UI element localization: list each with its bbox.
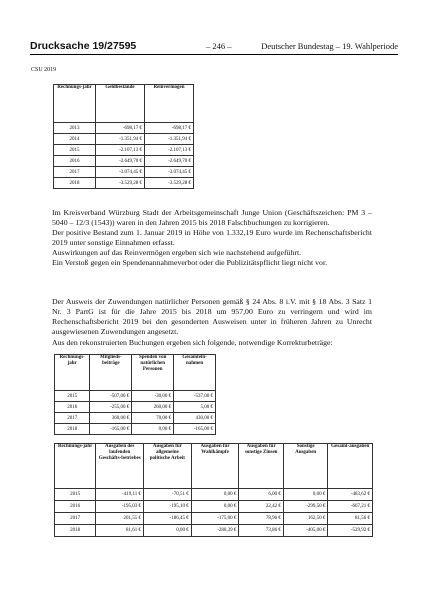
- value-cell: 430,00 €: [174, 413, 216, 424]
- page-header: [30, 40, 398, 54]
- value-cell: 78,96 €: [239, 513, 284, 525]
- value-cell: 0,00 €: [144, 525, 192, 537]
- value-cell: -698,17 €: [96, 123, 145, 134]
- value-cell: -186,45 €: [144, 513, 192, 525]
- value-cell: 260,00 €: [132, 402, 174, 413]
- year-cell: 2017: [54, 167, 96, 178]
- column-header: Ausgaben für sonstige Zinsen: [239, 444, 284, 489]
- column-header: Rechnungs-jahr: [54, 85, 96, 123]
- value-cell: -299,50 €: [283, 501, 328, 513]
- expense-corrections-table: [54, 443, 373, 537]
- table-row: [55, 513, 373, 525]
- value-cell: 0,00 €: [191, 501, 239, 513]
- table-header-row: [54, 85, 194, 123]
- paragraph-correction: [52, 208, 372, 268]
- value-cell: -3.074,45 €: [96, 167, 145, 178]
- paragraph-donations: [52, 297, 372, 337]
- year-cell: 2016: [55, 501, 96, 513]
- year-cell: 2015: [55, 391, 90, 402]
- table-row: [55, 525, 373, 537]
- text-line: Aus den rekonstruierten Buchungen ergeben sich folgende, notwendige Korrekturbeträge:: [52, 338, 333, 347]
- year-cell: 2013: [54, 123, 96, 134]
- column-header: Geldbestände: [96, 85, 145, 123]
- value-cell: -2.649,70 €: [145, 156, 194, 167]
- value-cell: 81,61 €: [96, 525, 144, 537]
- text-line: Der Ausweis der Zuwendungen natürlicher Personen gemäß § 24 Abs. 8 i.V. mit § 18 Abs. 3 Satz 1 Nr. 3 PartG ist für die Jahre 2015 bis 2018 um 957,00 Euro zu verringern und wird im Rechenschaftsbericht 2019 bei den gesonderten Ausweisen unter in früheren Jahren zu Unrecht ausgewiesenen Zuwendungen angesetzt.: [52, 297, 372, 336]
- value-cell: -507,00 €: [90, 391, 132, 402]
- value-cell: 5,00 €: [174, 402, 216, 413]
- column-header: Reinvermögen: [145, 85, 194, 123]
- column-header: Gesamt-ausgaben: [328, 444, 373, 489]
- publisher-label: Deutscher Bundestag – 19. Wahlperiode: [261, 41, 398, 51]
- paragraph-corrections-intro: [52, 338, 372, 348]
- table-row: [55, 501, 373, 513]
- column-header: Sonstige Ausgaben: [283, 444, 328, 489]
- value-cell: -537,00 €: [174, 391, 216, 402]
- value-cell: 201,55 €: [96, 513, 144, 525]
- text-line: Auswirkungen auf das Reinvermögen ergeben sich wie nachstehend aufgeführt.: [52, 248, 302, 257]
- column-header: Rechnungs-jahr: [55, 444, 96, 489]
- column-header: Rechnungs-jahr: [55, 355, 90, 391]
- text-line: Im Kreisverband Würzburg Stadt der Arbeitsgemeinschaft Junge Union (Geschäftszeichen: PM 3 – 5040 – 12/3 (1543)) waren in den Jahren 2015 bis 2018 Falschbuchungen zu korrigieren.: [52, 208, 372, 227]
- table-row: [55, 402, 216, 413]
- value-cell: 0,00 €: [132, 424, 174, 435]
- table-row: [54, 123, 194, 134]
- value-cell: -255,00 €: [90, 402, 132, 413]
- value-cell: -1.351,94 €: [145, 134, 194, 145]
- year-cell: 2014: [54, 134, 96, 145]
- table-row: [54, 134, 194, 145]
- document-number: Drucksache 19/27595: [30, 40, 137, 52]
- column-header: Gesamtein-nahmen: [174, 355, 216, 391]
- value-cell: 81,56 €: [328, 513, 373, 525]
- value-cell: -529,92 €: [328, 525, 373, 537]
- net-assets-table: [53, 84, 194, 189]
- year-cell: 2018: [55, 424, 90, 435]
- value-cell: 22,42 €: [239, 501, 284, 513]
- table-row: [55, 413, 216, 424]
- value-cell: -3.074,45 €: [145, 167, 194, 178]
- income-corrections-table: [54, 354, 216, 435]
- table-row: [54, 167, 194, 178]
- column-header: Spenden von natürlichen Personen: [132, 355, 174, 391]
- value-cell: 73,86 €: [239, 525, 284, 537]
- year-cell: 2017: [55, 513, 96, 525]
- year-cell: 2015: [55, 489, 96, 501]
- value-cell: -30,00 €: [132, 391, 174, 402]
- table-row: [55, 489, 373, 501]
- text-line: Der positive Bestand zum 1. Januar 2019 in Höhe von 1.332,19 Euro wurde im Rechenschaftsbericht 2019 unter sonstige Einnahmen erfasst.: [52, 228, 372, 247]
- value-cell: -419,11 €: [96, 489, 144, 501]
- value-cell: 0,00 €: [283, 489, 328, 501]
- table-header-row: [55, 355, 216, 391]
- table-header-row: [55, 444, 373, 489]
- value-cell: -3.529,28 €: [145, 178, 194, 189]
- value-cell: -165,00 €: [174, 424, 216, 435]
- value-cell: -195,03 €: [96, 501, 144, 513]
- page-number: – 246 –: [206, 41, 232, 51]
- value-cell: -175,00 €: [191, 513, 239, 525]
- table-row: [54, 145, 194, 156]
- value-cell: 360,00 €: [90, 413, 132, 424]
- value-cell: 162,50 €: [283, 513, 328, 525]
- table-row: [54, 156, 194, 167]
- table-row: [55, 424, 216, 435]
- value-cell: -195,10 €: [144, 501, 192, 513]
- year-cell: 2018: [55, 525, 96, 537]
- value-cell: -667,21 €: [328, 501, 373, 513]
- column-header: Ausgaben für allgemeine politische Arbeit: [144, 444, 192, 489]
- column-header: Ausgaben des laufenden Geschäfts-betriebes: [96, 444, 144, 489]
- year-cell: 2015: [54, 145, 96, 156]
- value-cell: -280,39 €: [191, 525, 239, 537]
- year-cell: 2016: [54, 156, 96, 167]
- value-cell: -2.107,13 €: [96, 145, 145, 156]
- value-cell: 0,00 €: [191, 489, 239, 501]
- section-label: CSU 2019: [31, 67, 57, 73]
- table-row: [55, 391, 216, 402]
- column-header: Ausgaben für Wahlkämpfe: [191, 444, 239, 489]
- value-cell: -483,62 €: [328, 489, 373, 501]
- header-rule: [30, 54, 398, 55]
- value-cell: -3.529,28 €: [96, 178, 145, 189]
- value-cell: 6,00 €: [239, 489, 284, 501]
- value-cell: -405,00 €: [283, 525, 328, 537]
- value-cell: -165,00 €: [90, 424, 132, 435]
- year-cell: 2018: [54, 178, 96, 189]
- value-cell: -698,17 €: [145, 123, 194, 134]
- value-cell: 70,00 €: [132, 413, 174, 424]
- value-cell: -2.107,13 €: [145, 145, 194, 156]
- value-cell: -1.351,94 €: [96, 134, 145, 145]
- column-header: Mitglieds-beiträge: [90, 355, 132, 391]
- value-cell: -70,51 €: [144, 489, 192, 501]
- value-cell: -2.649,70 €: [96, 156, 145, 167]
- year-cell: 2016: [55, 402, 90, 413]
- year-cell: 2017: [55, 413, 90, 424]
- text-line: Ein Verstoß gegen ein Spendenannahmeverbot oder die Publizitätspflicht liegt nicht vor.: [52, 258, 328, 267]
- table-row: [54, 178, 194, 189]
